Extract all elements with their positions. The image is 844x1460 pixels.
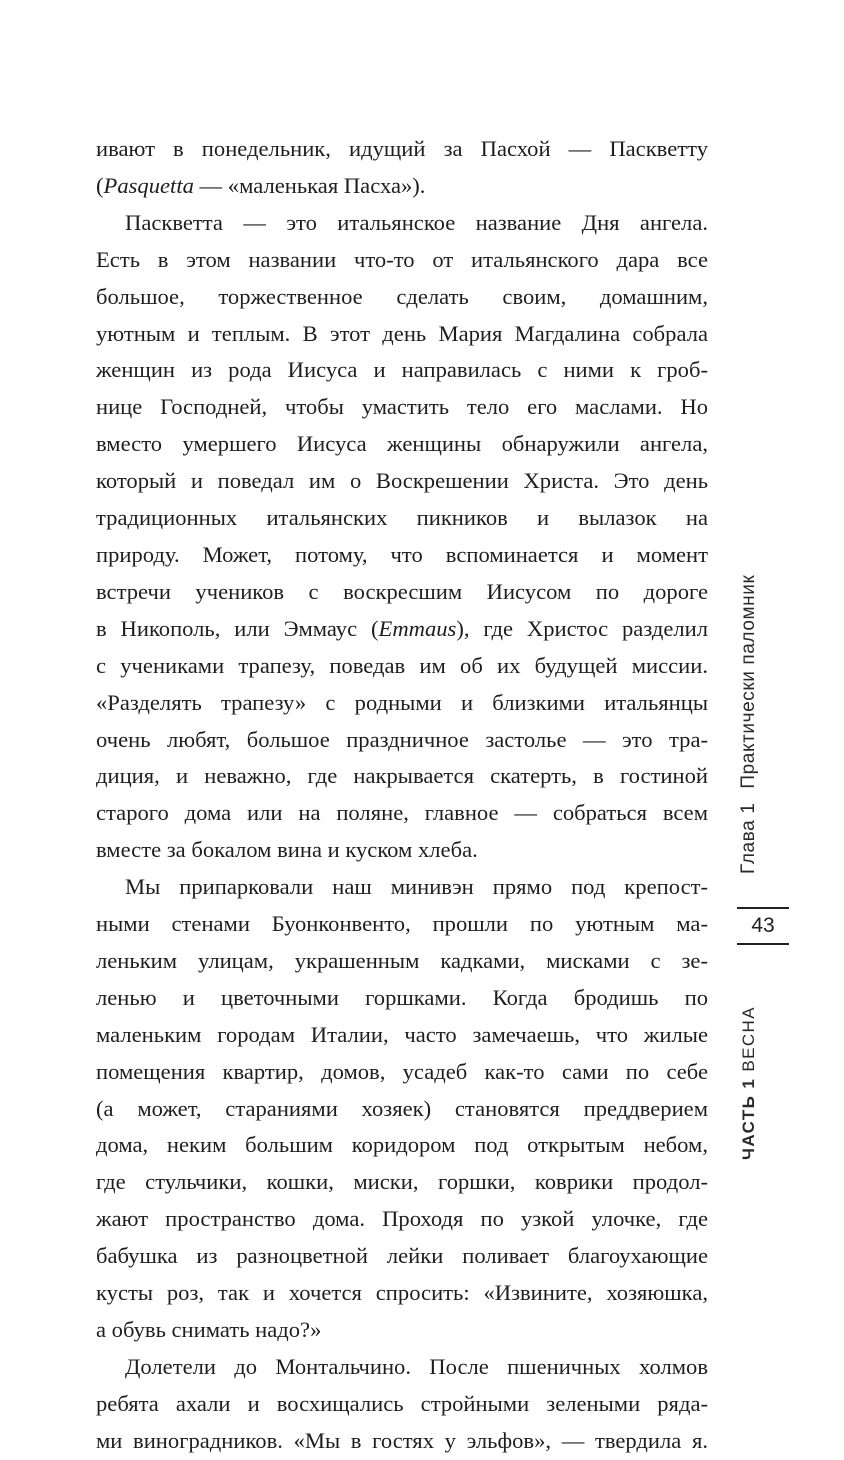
- running-header-part: [737, 1006, 761, 1160]
- text-line: где стульчики, кошки, миски, горшки, коврики продол-: [96, 1169, 708, 1195]
- text-line: [96, 611, 708, 648]
- chapter-label: Глава 1: [738, 802, 759, 874]
- text-line: вместе за бокалом вина и куском хлеба.: [96, 837, 478, 863]
- text-line: большое, торжественное сделать своим, домашним,: [96, 283, 708, 309]
- text-line: Паскветта — это итальянское название Дня ангела.: [125, 209, 708, 235]
- text-line: помещения квартир, домов, усадеб как-то сами по себе: [96, 1058, 708, 1084]
- text-line: Мы припарковали наш минивэн прямо под крепост-: [125, 874, 708, 900]
- text-line: нице Господней, чтобы умастить тело его маслами. Но: [96, 394, 708, 420]
- text-line: который и поведал им о Воскрешении Христа. Это день: [96, 468, 708, 494]
- page-number-bottom-rule: [737, 943, 789, 945]
- chapter-title: Практически паломник: [738, 574, 759, 789]
- text-line: а обувь снимать надо?»: [96, 1317, 322, 1342]
- text-line: [96, 168, 708, 205]
- page-number-top-rule: [737, 907, 789, 909]
- text-line: маленьким городам Италии, часто замечаешь, что жилые: [96, 1021, 708, 1047]
- text-line: Долетели до Монтальчино. После пшеничных холмов: [125, 1353, 708, 1379]
- text-line: жают пространство дома. Проходя по узкой улочке, где: [96, 1206, 708, 1232]
- text-line: вместо умершего Иисуса женщины обнаружили ангела,: [96, 431, 708, 457]
- part-label: ЧАСТЬ 1: [739, 1077, 758, 1160]
- text-line: с учениками трапезу, поведав им об их будущей миссии.: [96, 652, 708, 678]
- text-line: уютным и теплым. В этот день Мария Магдалина собрала: [96, 320, 708, 346]
- text-line: встречи учеников с воскресшим Иисусом по дороге: [96, 578, 708, 604]
- text-line: традиционных итальянских пикников и вылазок на: [96, 505, 708, 531]
- body-text: [96, 131, 708, 1460]
- text-run: — «маленькая Пасха»).: [193, 172, 426, 198]
- text-line: бабушка из разноцветной лейки поливает благоухающие: [96, 1243, 708, 1269]
- text-line: Есть в этом названии что-то от итальянского дара все: [96, 246, 708, 272]
- text-line: старого дома или на поляне, главное — собраться всем: [96, 800, 708, 826]
- text-run: ), где Христос разделил: [456, 615, 708, 641]
- part-title: ВЕСНА: [739, 1006, 758, 1072]
- text-line: кусты роз, так и хочется спросить: «Извините, хозяюшка,: [96, 1280, 708, 1306]
- text-line: (а может, стараниями хозяек) становятся преддверием: [96, 1095, 708, 1121]
- italic-term: Pasquetta: [103, 172, 194, 198]
- text-line: женщин из рода Иисуса и направилась с ними к гроб-: [96, 357, 708, 383]
- text-line: ребята ахали и восхищались стройными зелеными ряда-: [96, 1390, 708, 1416]
- text-line: ленью и цветочными горшками. Когда бродишь по: [96, 984, 708, 1010]
- text-line: очень любят, большое праздничное застолье — это тра-: [96, 726, 708, 752]
- text-line: дома, неким большим коридором под открытым небом,: [96, 1132, 708, 1158]
- page-number: 43: [751, 914, 775, 937]
- text-line: диция, и неважно, где накрывается скатерть, в гостиной: [96, 763, 708, 789]
- text-run: (: [96, 172, 104, 198]
- text-line: леньким улицам, украшенным кадками, мисками с зе-: [96, 947, 708, 973]
- text-run: в Никополь, или Эммаус (: [96, 615, 379, 641]
- text-line: «Разделять трапезу» с родными и близкими итальянцы: [96, 689, 708, 715]
- italic-term: Emmaus: [378, 615, 457, 641]
- text-line: ми виноградников. «Мы в гостях у эльфов», — твердила я.: [96, 1427, 708, 1453]
- text-line: ными стенами Буонконвенто, прошли по уютным ма-: [96, 911, 708, 937]
- running-header-chapter: [737, 575, 761, 874]
- text-line: ивают в понедельник, идущий за Пасхой — Паскветту: [96, 136, 708, 161]
- text-line: природу. Может, потому, что вспоминается и момент: [96, 541, 708, 567]
